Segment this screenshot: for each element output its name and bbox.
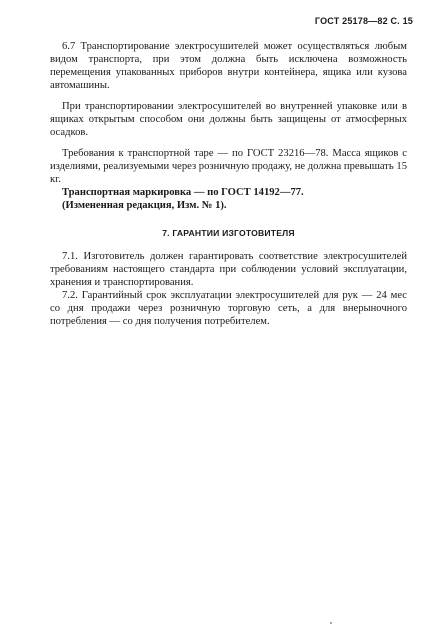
paragraph-6-7: 6.7 Транспортирование электросушителей может осуществляться любым видом транспорта, при этом должна быть исключена возможность перемещения упакованных приборов внутри контейнера, ящика или кузова автомашины. — [50, 41, 407, 91]
document-body — [50, 40, 407, 328]
paragraph-transport-marking: Транспортная маркировка — по ГОСТ 14192—77. — [62, 187, 304, 198]
section-title-warranty: 7. ГАРАНТИИ ИЗГОТОВИТЕЛЯ — [162, 228, 295, 238]
paragraph-amendment-note: (Измененная редакция, Изм. № 1). — [62, 200, 227, 211]
paragraph-transport-container: Требования к транспортной таре — по ГОСТ 23216—78. Масса ящиков с изделиями, реализуемыми через розничную продажу, не должна превышать 15 кг. — [50, 148, 407, 185]
spacer — [50, 139, 407, 147]
paragraph-7-1: 7.1. Изготовитель должен гарантировать соответствие электросушителей требованиям настоящего стандарта при соблюдении условий эксплуатации, хранения и транспортирования. — [50, 251, 407, 288]
paragraph-weather-protection: При транспортировании электросушителей во внутренней упаковке или в ящиках открытым способом они должны быть защищены от атмосферных осадков. — [50, 101, 407, 138]
spacer — [50, 92, 407, 100]
paragraph-7-2: 7.2. Гарантийный срок эксплуатации электросушителей для рук — 24 мес со дня продажи через розничную торговую сеть, а для внерыночного потребления — со дня получения потребителем. — [50, 290, 407, 327]
page-header: ГОСТ 25178—82 С. 15 — [314, 16, 413, 26]
scan-speck — [330, 622, 332, 624]
